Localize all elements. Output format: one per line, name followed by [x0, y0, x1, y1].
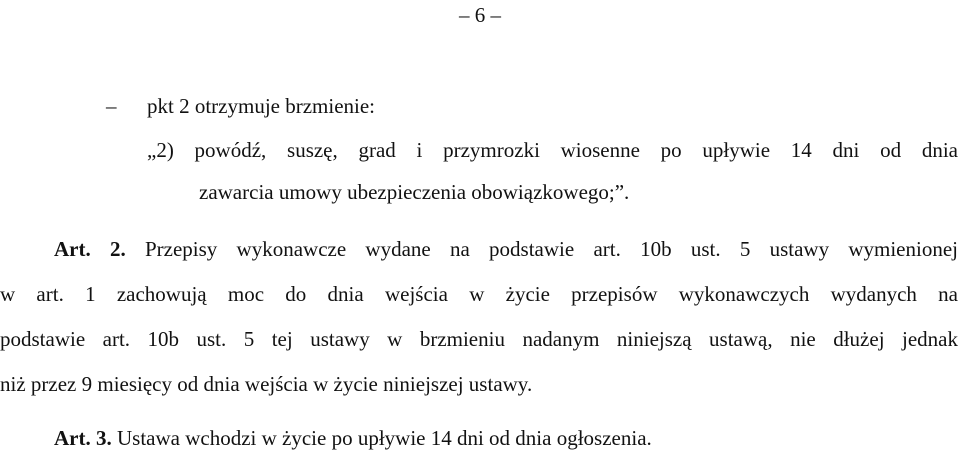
- article-3: [54, 425, 652, 451]
- amendment-dash: –: [106, 94, 117, 118]
- article-3-label: Art. 3.: [54, 426, 112, 450]
- article-2-label: Art. 2.: [54, 237, 126, 261]
- page-number: – 6 –: [459, 3, 501, 27]
- article-2-text-1: Przepisy wykonawcze wydane na podstawie art. 10b ust. 5 ustawy wymienionej: [144, 237, 958, 261]
- amendment-intro: pkt 2 otrzymuje brzmienie:: [147, 94, 376, 118]
- article-3-text: Ustawa wchodzi w życie po upływie 14 dni od dnia ogłoszenia.: [116, 426, 652, 450]
- article-2-line-3: podstawie art. 10b ust. 5 tej ustawy w brzmieniu nadanym niniejszą ustawą, nie dłużej jednak: [0, 327, 958, 351]
- amended-point-line-2: zawarcia umowy ubezpieczenia obowiązkowego;”.: [199, 180, 630, 204]
- article-2-line-2: w art. 1 zachowują moc do dnia wejścia w życie przepisów wykonawczych wydanych na: [0, 282, 958, 306]
- amended-point-line-1: „2) powódź, suszę, grad i przymrozki wiosenne po upływie 14 dni od dnia: [147, 138, 958, 162]
- article-2-line-4: niż przez 9 miesięcy od dnia wejścia w życie niniejszej ustawy.: [0, 372, 533, 396]
- article-2-line-1: [54, 236, 958, 262]
